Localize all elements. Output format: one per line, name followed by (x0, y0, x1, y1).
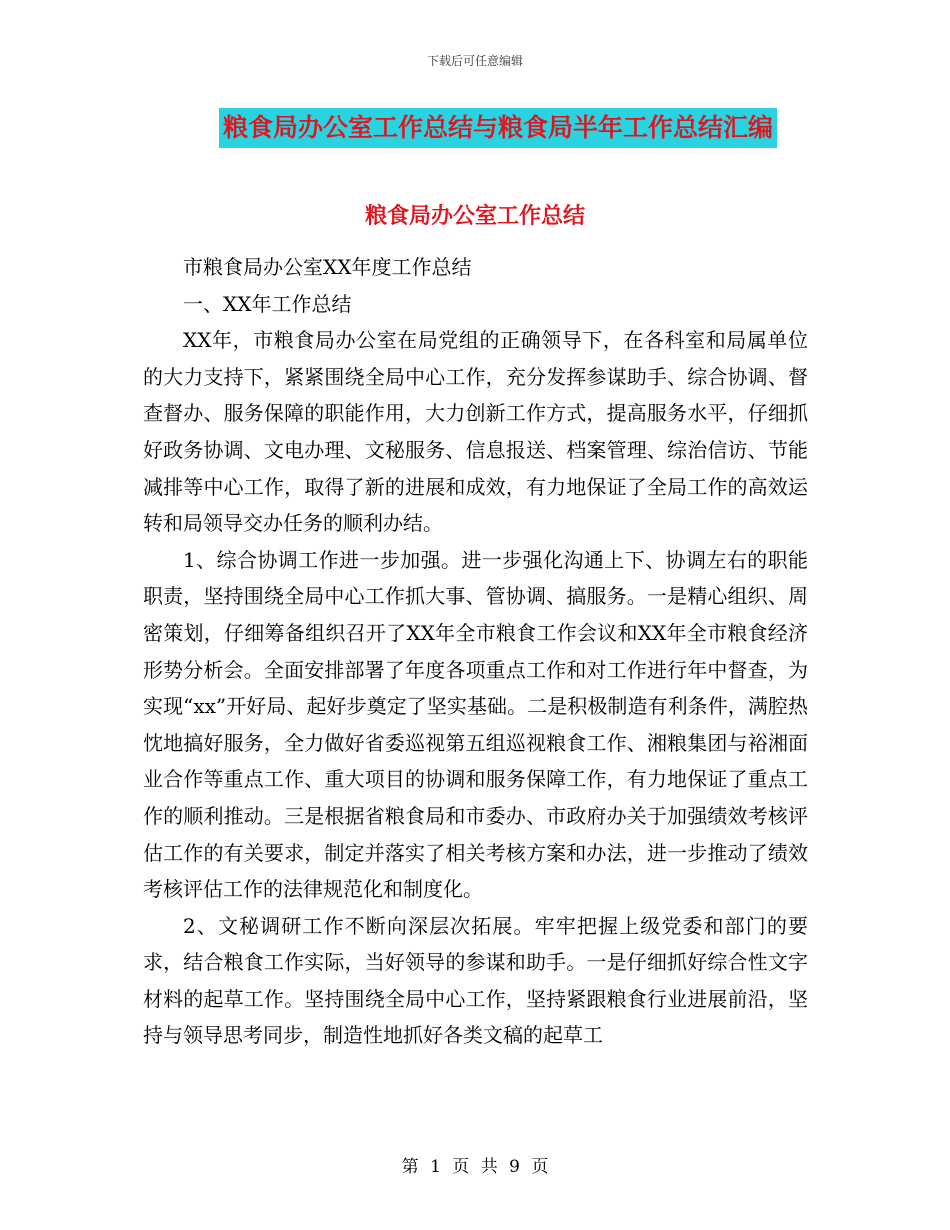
paragraph-heading-1: 一、XX年工作总结 (183, 291, 352, 316)
paragraph-intro: XX年，市粮食局办公室在局党组的正确领导下，在各科室和局属单位的大力支持下，紧紧围绕全局中心工作，充分发挥参谋助手、综合协调、督查督办、服务保障的职能作用，大力创新工作方式，提高服务水平，仔细抓好政务协调、文电办理、文秘服务、信息报送、档案管理、综治信访、节能减排等中心工作，取得了新的进展和成效，有力地保证了全局工作的高效运转和局领导交办任务的顺利办结。 (143, 328, 808, 536)
paragraph-subtitle: 市粮食局办公室XX年度工作总结 (183, 255, 472, 279)
main-title-wrap (0, 108, 950, 148)
section-title: 粮食局办公室工作总结 (364, 204, 585, 229)
header-note: 下载后可任意编辑 (426, 54, 523, 68)
page-number-footer: 第 1 页 共 9 页 (401, 1157, 549, 1177)
paragraph-item-1: 1、综合协调工作进一步加强。进一步强化沟通上下、协调左右的职能职责，坚持围绕全局中心工作抓大事、管协调、搞服务。一是精心组织、周密策划，仔细筹备组织召开了XX年全市粮食工作会议和XX年全市粮食经济形势分析会。全面安排部署了年度各项重点工作和对工作进行年中督查，为实现“xx”开好局、起好步奠定了坚实基础。二是积极制造有利条件，满腔热忱地搞好服务，全力做好省委巡视第五组巡视粮食工作、湘粮集团与裕湘面业合作等重点工作、重大项目的协调和服务保障工作，有力地保证了重点工作的顺利推动。三是根据省粮食局和市委办、市政府办关于加强绩效考核评估工作的有关要求，制定并落实了相关考核方案和办法，进一步推动了绩效考核评估工作的法律规范化和制度化。 (143, 547, 808, 902)
paragraph-item-2: 2、文秘调研工作不断向深层次拓展。牢牢把握上级党委和部门的要求，结合粮食工作实际，当好领导的参谋和助手。一是仔细抓好综合性文字材料的起草工作。坚持围绕全局中心工作，坚持紧跟粮食行业进展前沿，坚持与领导思考同步，制造性地抓好各类文稿的起草工 (143, 913, 808, 1048)
main-title: 粮食局办公室工作总结与粮食局半年工作总结汇编 (219, 108, 777, 148)
document-body (143, 249, 808, 1054)
